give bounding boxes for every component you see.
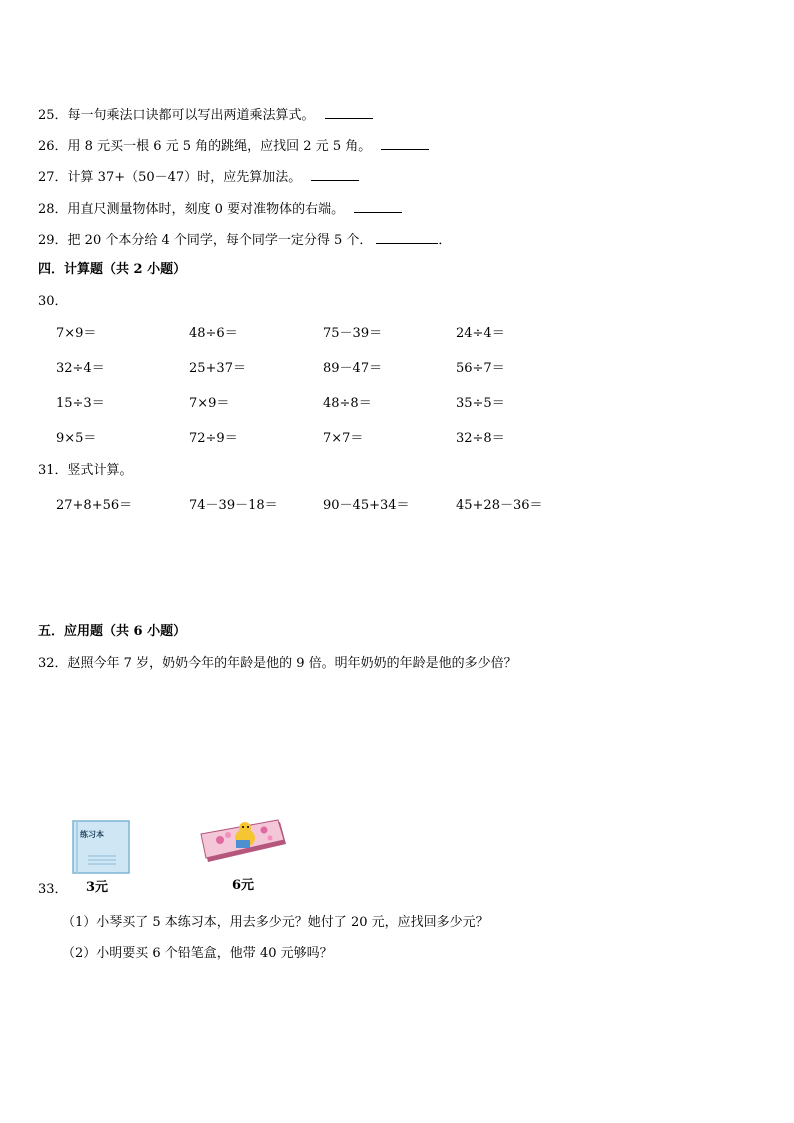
oral-problem: 7×9＝ bbox=[56, 326, 97, 341]
question-text: 28．用直尺测量物体时，刻度 0 要对准物体的右端。 bbox=[38, 202, 345, 217]
question-27 bbox=[38, 168, 359, 186]
oral-problem: 9×5＝ bbox=[56, 431, 97, 446]
oral-problem: 89－47＝ bbox=[323, 361, 383, 376]
question-28 bbox=[38, 200, 402, 218]
answer-blank[interactable] bbox=[311, 168, 359, 181]
question-tail: ． bbox=[438, 233, 452, 248]
vertical-problem: 74－39－18＝ bbox=[189, 498, 278, 513]
question-30-number: 30． bbox=[38, 294, 68, 309]
vertical-problem: 27+8+56＝ bbox=[56, 498, 133, 513]
oral-problem: 25+37＝ bbox=[189, 361, 246, 376]
question-33-part-1: （1）小琴买了 5 本练习本，用去多少元？她付了 20 元，应找回多少元？ bbox=[62, 915, 489, 930]
pencil-box-price: 6元 bbox=[232, 878, 255, 893]
question-26 bbox=[38, 137, 429, 155]
question-text: 27．计算 37+（50－47）时，应先算加法。 bbox=[38, 170, 302, 185]
question-33-number: 33． bbox=[38, 882, 68, 897]
notebook-title: 练习本 bbox=[80, 829, 104, 839]
pencil-box-icon bbox=[198, 818, 288, 866]
question-text: 26．用 8 元买一根 6 元 5 角的跳绳，应找回 2 元 5 角。 bbox=[38, 139, 372, 154]
pencil-box-illustration bbox=[198, 818, 288, 866]
answer-blank[interactable] bbox=[376, 231, 438, 244]
question-text: 29．把 20 个本分给 4 个同学，每个同学一定分得 5 个． bbox=[38, 233, 373, 248]
question-text: 25．每一句乘法口诀都可以写出两道乘法算式。 bbox=[38, 108, 315, 123]
oral-problem: 32÷4＝ bbox=[56, 361, 105, 376]
answer-blank[interactable] bbox=[354, 200, 402, 213]
oral-problem: 7×7＝ bbox=[323, 431, 364, 446]
notebook-price: 3元 bbox=[86, 880, 109, 895]
oral-problem: 48÷8＝ bbox=[323, 396, 372, 411]
answer-blank[interactable] bbox=[325, 106, 373, 119]
oral-problem: 32÷8＝ bbox=[456, 431, 505, 446]
oral-problem: 24÷4＝ bbox=[456, 326, 505, 341]
question-33-part-2: （2）小明要买 6 个铅笔盒，他带 40 元够吗？ bbox=[62, 946, 333, 961]
vertical-problem: 90－45+34＝ bbox=[323, 498, 410, 513]
question-29 bbox=[38, 231, 451, 249]
oral-problem: 35÷5＝ bbox=[456, 396, 505, 411]
oral-problem: 15÷3＝ bbox=[56, 396, 105, 411]
answer-blank[interactable] bbox=[381, 137, 429, 150]
section-heading-calculation: 四．计算题（共 2 小题） bbox=[38, 262, 187, 277]
oral-problem: 75－39＝ bbox=[323, 326, 383, 341]
oral-problem: 7×9＝ bbox=[189, 396, 230, 411]
oral-problem: 56÷7＝ bbox=[456, 361, 505, 376]
question-31: 31．竖式计算。 bbox=[38, 463, 133, 478]
vertical-problem: 45+28－36＝ bbox=[456, 498, 543, 513]
oral-problem: 72÷9＝ bbox=[189, 431, 238, 446]
question-25 bbox=[38, 106, 373, 124]
question-32: 32．赵照今年 7 岁，奶奶今年的年龄是他的 9 倍。明年奶奶的年龄是他的多少倍？ bbox=[38, 656, 517, 671]
section-heading-word-problems: 五．应用题（共 6 小题） bbox=[38, 624, 187, 639]
notebook-illustration bbox=[72, 820, 132, 876]
oral-problem: 48÷6＝ bbox=[189, 326, 238, 341]
